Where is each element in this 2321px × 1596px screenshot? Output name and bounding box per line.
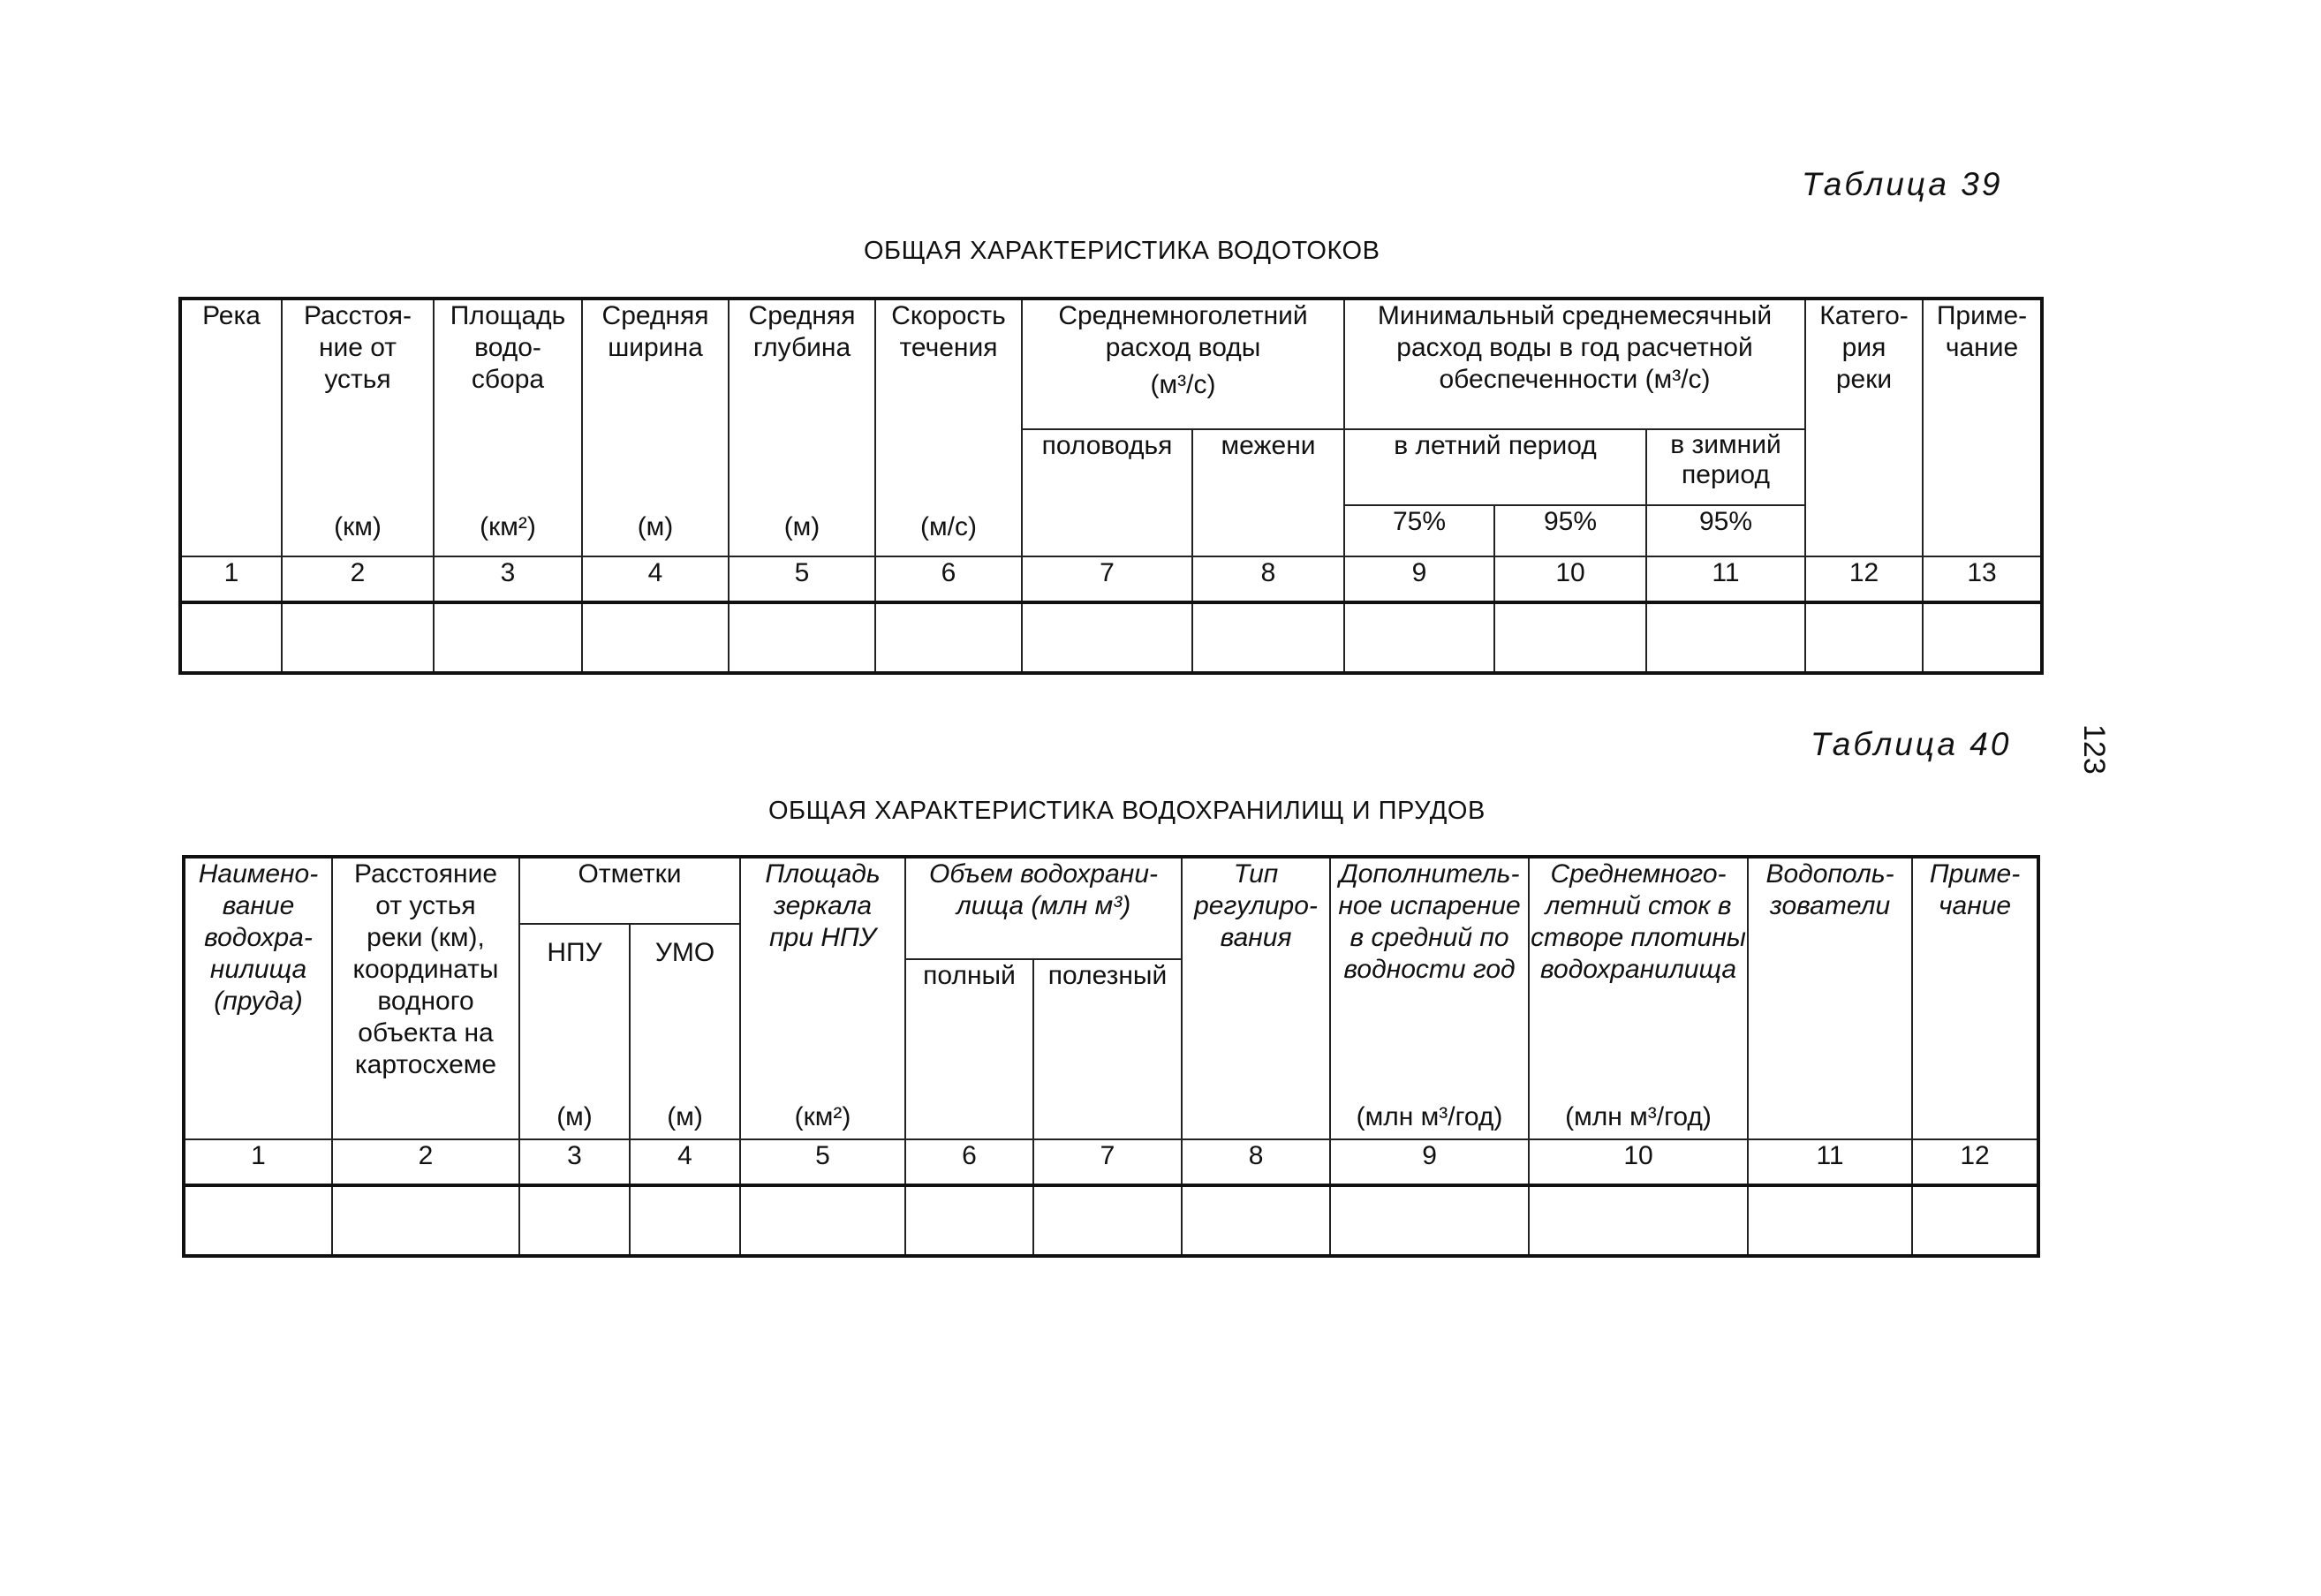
col-regulation-label: Тип регулиро- вания (1194, 859, 1318, 952)
col-npu-label: НПУ (547, 938, 602, 967)
empty-cell[interactable] (1646, 602, 1805, 673)
unit-runoff: (млн м³/год) (1565, 1102, 1712, 1131)
col-umo (630, 924, 740, 1139)
pct-95-winter: 95% (1646, 505, 1805, 556)
flow-unit: (м³/с) (1150, 370, 1216, 399)
colnum: 6 (905, 1139, 1033, 1185)
col-note (1912, 857, 2038, 1139)
table40-label: Таблица 40 (1811, 726, 2012, 762)
table40 (182, 855, 2040, 1258)
empty-cell[interactable] (1022, 602, 1192, 673)
col-note-label: Приме- чание (1936, 301, 2028, 362)
sub-summer: в летний период (1344, 429, 1646, 505)
col-river-label: Река (202, 301, 261, 330)
unit-evaporation: (млн м³/год) (1356, 1102, 1503, 1131)
colnum: 12 (1805, 556, 1923, 602)
sub-winter: в зимний период (1646, 429, 1805, 505)
col-depth-label: Средняя глубина (748, 301, 856, 362)
col-distance (282, 299, 434, 556)
col-distance-coords-label: Расстояние от устья реки (км), координаты водного объекта на картосхеме (352, 859, 499, 1079)
empty-cell[interactable] (282, 602, 434, 673)
empty-row (184, 1185, 2038, 1256)
col-volume (905, 857, 1182, 959)
empty-cell[interactable] (434, 602, 582, 673)
colnum: 2 (332, 1139, 519, 1185)
col-runoff (1529, 857, 1748, 1139)
unit-m-depth: (м) (783, 512, 820, 541)
colnum: 7 (1033, 1139, 1182, 1185)
colnum: 7 (1022, 556, 1192, 602)
table39-title: ОБЩАЯ ХАРАКТЕРИСТИКА ВОДОТОКОВ (864, 237, 1380, 265)
table39 (178, 297, 2044, 675)
colnum: 11 (1748, 1139, 1912, 1185)
col-npu (519, 924, 630, 1139)
unit-m-npu: (м) (556, 1102, 593, 1131)
col-speed-label: Скорость течения (891, 301, 1006, 362)
colnum: 4 (630, 1139, 740, 1185)
col-distance-coords (332, 857, 519, 1139)
col-distance-label: Расстоя- ние от устья (303, 301, 412, 394)
unit-m-umo: (м) (667, 1102, 703, 1131)
empty-row (180, 602, 2042, 673)
empty-cell[interactable] (1923, 602, 2042, 673)
empty-cell[interactable] (905, 1185, 1033, 1256)
page-number: 123 (2077, 724, 2111, 775)
empty-cell[interactable] (729, 602, 875, 673)
unit-km: (км) (334, 512, 382, 541)
col-name-label: Наимено- вание водохра- нилища (пруда) (198, 859, 319, 1016)
col-flow (1022, 299, 1344, 429)
colnum: 10 (1529, 1139, 1748, 1185)
empty-cell[interactable] (740, 1185, 905, 1256)
empty-cell[interactable] (875, 602, 1022, 673)
col-users-label: Водополь- зователи (1765, 859, 1894, 920)
col-evaporation (1330, 857, 1529, 1139)
table40-title: ОБЩАЯ ХАРАКТЕРИСТИКА ВОДОХРАНИЛИЩ И ПРУДОВ (768, 797, 1486, 825)
colnum: 12 (1912, 1139, 2038, 1185)
col-min-flow (1344, 299, 1805, 429)
empty-cell[interactable] (180, 602, 282, 673)
colnum: 10 (1494, 556, 1646, 602)
empty-cell[interactable] (1344, 602, 1494, 673)
col-speed (875, 299, 1022, 556)
empty-cell[interactable] (1033, 1185, 1182, 1256)
colnum: 13 (1923, 556, 2042, 602)
col-runoff-label: Среднемного- летний сток в створе плотины водохранилища (1531, 859, 1746, 984)
col-depth (729, 299, 875, 556)
col-area-label: Площадь водо- сбора (450, 301, 566, 394)
col-note-label: Приме- чание (1929, 859, 2021, 920)
colnum: 3 (434, 556, 582, 602)
col-marks: Отметки (519, 857, 740, 924)
colnum: 6 (875, 556, 1022, 602)
col-evaporation-label: Дополнитель- ное испарение в средний по водности год (1338, 859, 1521, 984)
colnum: 9 (1344, 556, 1494, 602)
col-volume-label: Объем водохрани- лища (млн м³) (929, 859, 1158, 920)
col-area (434, 299, 582, 556)
empty-cell[interactable] (1529, 1185, 1748, 1256)
col-river (180, 299, 282, 556)
empty-cell[interactable] (582, 602, 729, 673)
col-useful: полезный (1033, 959, 1182, 1139)
empty-cell[interactable] (1330, 1185, 1529, 1256)
pct-95-summer: 95% (1494, 505, 1646, 556)
unit-km2-mirror: (км²) (794, 1102, 851, 1131)
unit-km2: (км²) (480, 512, 536, 541)
empty-cell[interactable] (332, 1185, 519, 1256)
empty-cell[interactable] (184, 1185, 332, 1256)
empty-cell[interactable] (519, 1185, 630, 1256)
col-name (184, 857, 332, 1139)
col-min-flow-label: Минимальный среднемесячный расход воды в год расчетной обеспеченности (м³/с) (1377, 301, 1773, 394)
colnum: 3 (519, 1139, 630, 1185)
colnum: 4 (582, 556, 729, 602)
empty-cell[interactable] (1912, 1185, 2038, 1256)
empty-cell[interactable] (630, 1185, 740, 1256)
colnum: 5 (729, 556, 875, 602)
colnum: 8 (1182, 1139, 1330, 1185)
col-width-label: Средняя ширина (601, 301, 709, 362)
col-category-label: Катего- рия реки (1819, 301, 1909, 394)
col-category (1805, 299, 1923, 556)
col-note (1923, 299, 2042, 556)
table39-label: Таблица 39 (1802, 166, 2003, 202)
col-regulation (1182, 857, 1330, 1139)
colnum: 1 (184, 1139, 332, 1185)
colnum: 11 (1646, 556, 1805, 602)
empty-cell[interactable] (1494, 602, 1646, 673)
colnum: 1 (180, 556, 282, 602)
unit-m: (м) (637, 512, 674, 541)
sub-flood: половодья (1022, 429, 1192, 556)
pct-75: 75% (1344, 505, 1494, 556)
col-mirror-area (740, 857, 905, 1139)
colnum: 2 (282, 556, 434, 602)
empty-cell[interactable] (1805, 602, 1923, 673)
col-mirror-area-label: Площадь зеркала при НПУ (765, 859, 881, 952)
colnum: 9 (1330, 1139, 1529, 1185)
unit-ms: (м/с) (920, 512, 977, 541)
empty-cell[interactable] (1748, 1185, 1912, 1256)
colnum: 5 (740, 1139, 905, 1185)
sub-low: межени (1192, 429, 1344, 556)
empty-cell[interactable] (1192, 602, 1344, 673)
col-users (1748, 857, 1912, 1139)
colnum: 8 (1192, 556, 1344, 602)
empty-cell[interactable] (1182, 1185, 1330, 1256)
col-width (582, 299, 729, 556)
col-full: полный (905, 959, 1033, 1139)
col-umo-label: УМО (654, 938, 715, 967)
col-flow-label: Среднемноголетний расход воды (1058, 301, 1308, 362)
